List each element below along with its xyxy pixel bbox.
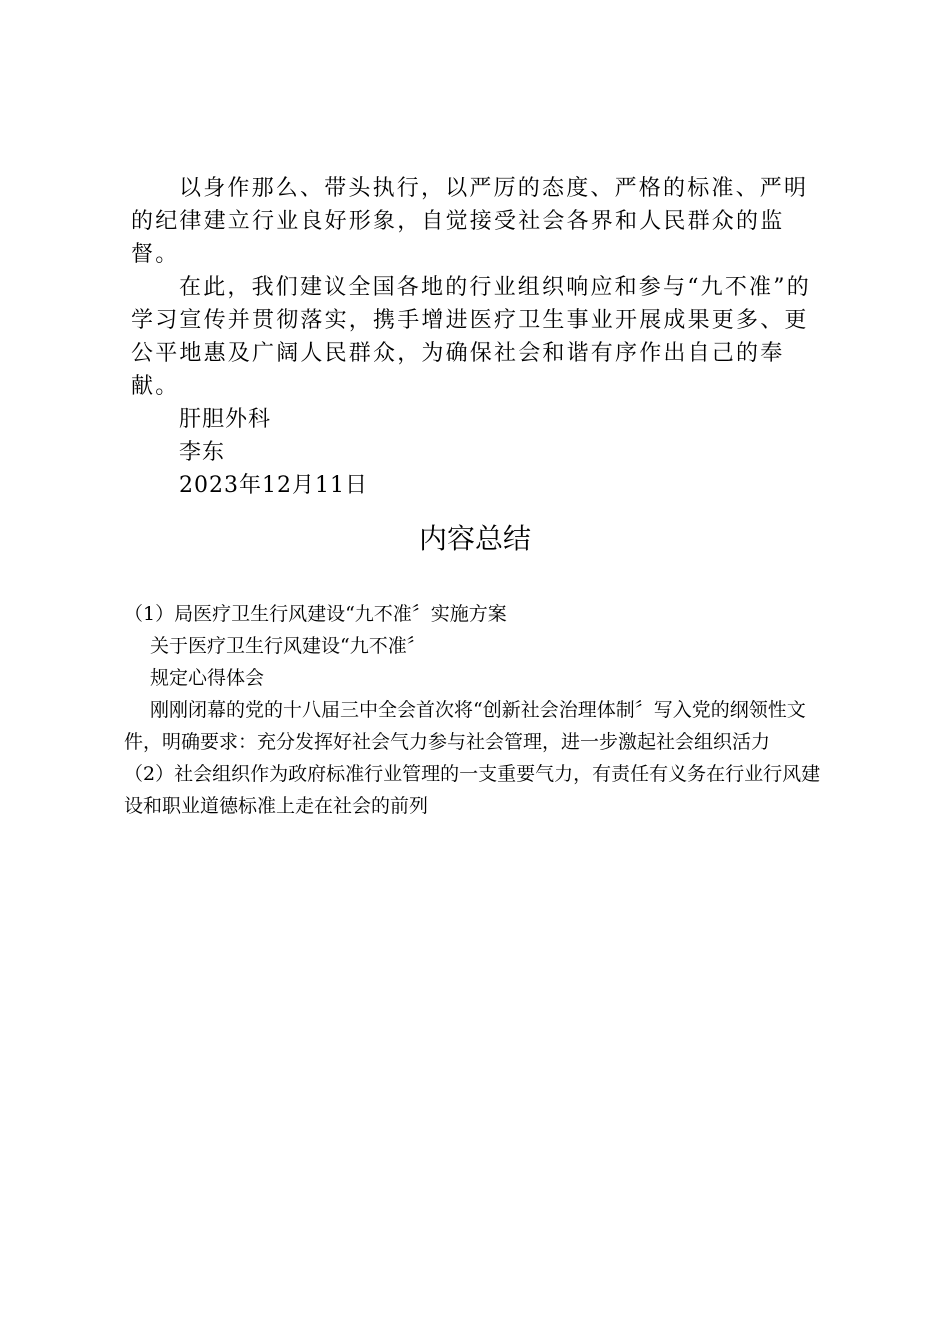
summary-line-3: 规定心得体会 [150,667,265,689]
signature-department: 肝胆外科 [179,407,272,432]
summary-title: 内容总结 [418,522,531,555]
letter-body [131,172,821,502]
summary-item-1: （1）局医疗卫生行风建设“九不准〞实施方案 [124,603,507,625]
letter-paragraph-1: 以身作那么、带头执行，以严厉的态度、严格的标准、严明的纪律建立行业良好形象，自觉接受社会各界和人民群众的监督。 [131,176,809,267]
summary-line-2: 关于医疗卫生行风建设“九不准〞 [150,635,426,657]
summary-item-2: （2）社会组织作为政府标准行业管理的一支重要气力，有责任有义务在行业行风建设和职业道德标准上走在社会的前列 [124,763,821,817]
signature-name: 李东 [179,440,226,465]
summary-body [124,598,830,822]
summary-line-4: 刚刚闭幕的党的十八届三中全会首次将“创新社会治理体制〞写入党的纲领性文件，明确要求：充分发挥好社会气力参与社会管理，进一步激起社会组织活力 [124,699,806,753]
letter-paragraph-2: 在此，我们建议全国各地的行业组织响应和参与“九不准”的学习宣传并贯彻落实，携手增进医疗卫生事业开展成果更多、更公平地惠及广阔人民群众，为确保社会和谐有序作出自己的奉献。 [131,275,811,399]
signature-date: 2023年12月11日 [179,473,368,498]
